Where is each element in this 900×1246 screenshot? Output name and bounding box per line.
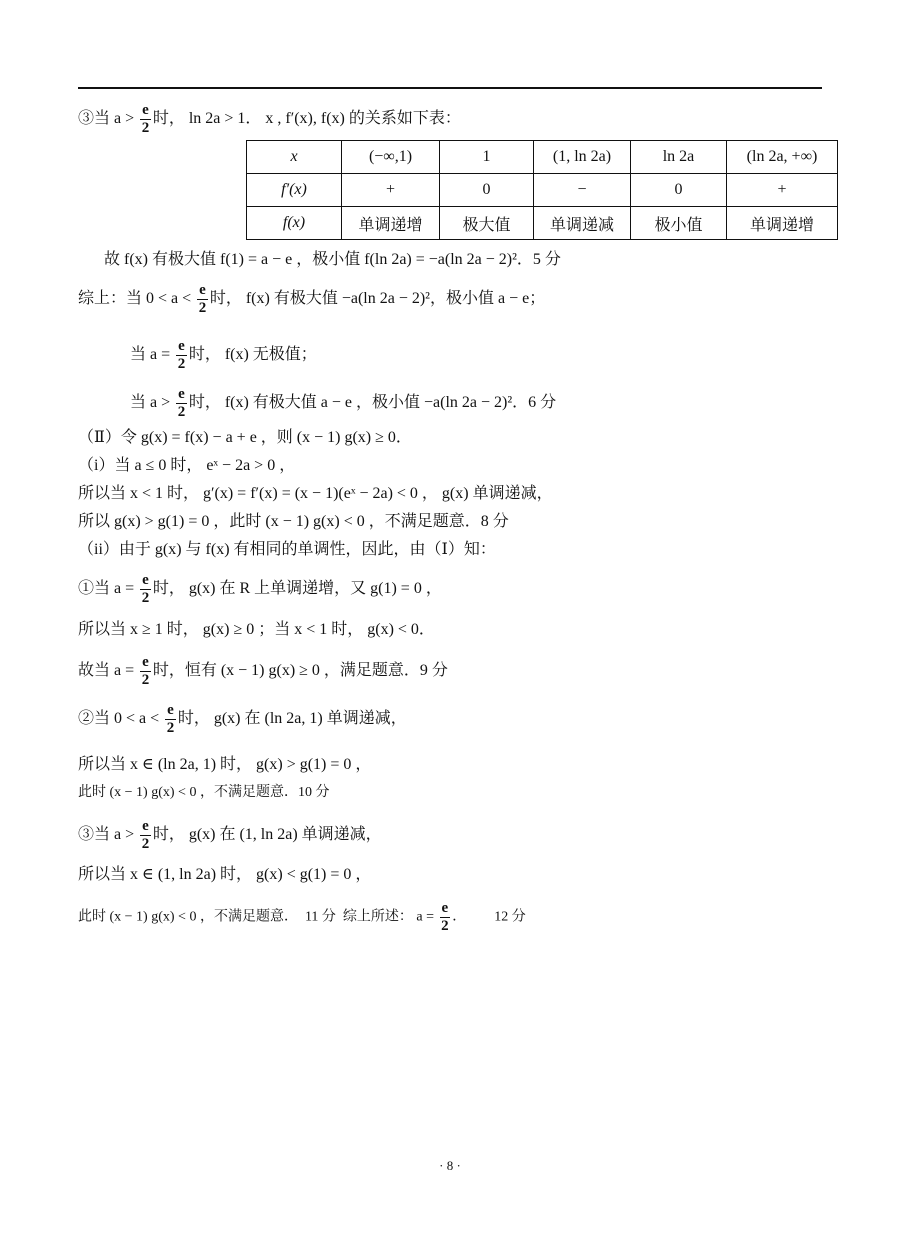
table-cell: 极小值	[631, 207, 727, 240]
text-line	[78, 572, 442, 607]
text-segment: 所以当 x < 1 时， g′(x) = f′(x) = (x − 1)(eˣ − 2a) < 0 ， g(x) 单调递减，	[78, 485, 553, 502]
fraction-denominator: 2	[177, 404, 186, 420]
text-line	[78, 456, 295, 476]
table-cell: 极大值	[440, 207, 534, 240]
text-line	[78, 818, 382, 853]
fraction-numerator: e	[199, 282, 206, 298]
text-segment: 当 a >	[130, 394, 175, 412]
text-segment: 时， ln 2a > 1． x , f′(x), f(x) 的关系如下表：	[152, 110, 461, 128]
fraction-numerator: e	[142, 654, 149, 670]
fraction	[440, 900, 451, 935]
fraction-denominator: 2	[177, 356, 186, 372]
fraction-denominator: 2	[441, 918, 449, 934]
text-line	[130, 338, 317, 373]
table-row-header: f(x)	[247, 207, 342, 240]
table-cell: +	[342, 174, 440, 207]
text-segment: （ii）由于 g(x) 与 f(x) 有相同的单调性，因此，由（Ⅰ）知：	[78, 541, 496, 558]
fraction-denominator: 2	[166, 720, 175, 736]
fraction-denominator: 2	[141, 836, 150, 852]
fraction-denominator: 2	[198, 300, 207, 316]
header-rule	[78, 87, 822, 89]
fraction-numerator: e	[441, 900, 449, 916]
text-segment: ③当 a >	[78, 826, 139, 844]
table-cell: 0	[631, 174, 727, 207]
text-segment: 综上：当 0 < a <	[78, 290, 196, 308]
monotonicity-table	[246, 140, 838, 240]
table-cell: (−∞,1)	[342, 141, 440, 174]
text-line	[78, 865, 371, 885]
fraction-numerator: e	[142, 572, 149, 588]
text-segment: 时， g(x) 在 (1, ln 2a) 单调递减，	[152, 826, 382, 844]
table-cell: 0	[440, 174, 534, 207]
text-segment: 故 f(x) 有极大值 f(1) = a − e ，极小值 f(ln 2a) = −a(ln 2a − 2)²．5 分	[104, 251, 561, 268]
fraction-denominator: 2	[141, 120, 150, 136]
fraction-numerator: e	[142, 818, 149, 834]
table-cell: ln 2a	[631, 141, 727, 174]
fraction	[197, 282, 208, 317]
fraction	[140, 654, 151, 689]
text-segment: 时， f(x) 无极值；	[188, 346, 317, 364]
fraction-numerator: e	[178, 386, 185, 402]
fraction	[140, 572, 151, 607]
text-segment: 所以 g(x) > g(1) = 0 ，此时 (x − 1) g(x) < 0 ，不满足题意．8 分	[78, 513, 509, 530]
text-line	[78, 512, 509, 532]
fraction-numerator: e	[167, 702, 174, 718]
table-cell: (ln 2a, +∞)	[727, 141, 838, 174]
text-segment: 时，恒有 (x − 1) g(x) ≥ 0 ，满足题意．9 分	[152, 662, 448, 680]
text-segment: 此时 (x − 1) g(x) < 0 ，不满足题意． 11 分 综上所述： a =	[78, 909, 438, 925]
text-segment: 时， g(x) 在 R 上单调递增，又 g(1) = 0 ，	[152, 580, 442, 598]
text-line	[78, 702, 407, 737]
table-row	[247, 174, 838, 207]
fraction	[165, 702, 176, 737]
text-segment: 故当 a =	[78, 662, 139, 680]
fraction	[140, 102, 151, 137]
table-row	[247, 141, 838, 174]
fraction-denominator: 2	[141, 590, 150, 606]
text-line	[78, 540, 496, 560]
text-line	[130, 386, 556, 421]
text-segment: 所以当 x ∈ (1, ln 2a) 时， g(x) < g(1) = 0 ，	[78, 866, 372, 883]
text-segment: 时， f(x) 有极大值 a − e ，极小值 −a(ln 2a − 2)²．6 分	[188, 394, 557, 412]
table-cell: +	[727, 174, 838, 207]
text-line	[78, 428, 412, 448]
table-cell: (1, ln 2a)	[534, 141, 631, 174]
text-line	[78, 620, 435, 640]
text-segment: （Ⅱ）令 g(x) = f(x) − a + e ，则 (x − 1) g(x) ≥ 0．	[78, 429, 412, 446]
text-segment: ③当 a >	[78, 110, 139, 128]
text-line	[78, 900, 526, 935]
text-segment: 当 a =	[130, 346, 175, 364]
text-line	[104, 250, 561, 270]
table-cell: 单调递增	[727, 207, 838, 240]
table-cell: 单调递增	[342, 207, 440, 240]
fraction-numerator: e	[142, 102, 149, 118]
fraction-numerator: e	[178, 338, 185, 354]
table-row-header: x	[247, 141, 342, 174]
text-segment: ②当 0 < a <	[78, 710, 164, 728]
fraction	[176, 338, 187, 373]
text-segment: ①当 a =	[78, 580, 139, 598]
text-segment: ． 12 分	[452, 909, 526, 925]
text-segment: 所以当 x ≥ 1 时， g(x) ≥ 0 ；当 x < 1 时， g(x) < 0．	[78, 621, 435, 638]
table-row-header: f′(x)	[247, 174, 342, 207]
table-cell: 单调递减	[534, 207, 631, 240]
text-line	[78, 102, 461, 137]
table-cell: −	[534, 174, 631, 207]
fraction	[176, 386, 187, 421]
text-segment: 此时 (x − 1) g(x) < 0 ，不满足题意．10 分	[78, 785, 330, 800]
text-line	[78, 654, 448, 689]
text-line	[78, 484, 553, 504]
text-segment: 时， f(x) 有极大值 −a(ln 2a − 2)²，极小值 a − e；	[209, 290, 546, 308]
page-number: · 8 ·	[439, 1158, 461, 1173]
text-line	[78, 755, 371, 775]
table-row	[247, 207, 838, 240]
text-segment: 时， g(x) 在 (ln 2a, 1) 单调递减，	[177, 710, 407, 728]
text-line	[78, 783, 329, 803]
table-cell: 1	[440, 141, 534, 174]
fraction-denominator: 2	[141, 672, 150, 688]
text-segment: （i）当 a ≤ 0 时， eˣ − 2a > 0 ，	[78, 457, 296, 474]
fraction	[140, 818, 151, 853]
text-segment: 所以当 x ∈ (ln 2a, 1) 时， g(x) > g(1) = 0 ，	[78, 756, 372, 773]
text-line	[78, 282, 545, 317]
